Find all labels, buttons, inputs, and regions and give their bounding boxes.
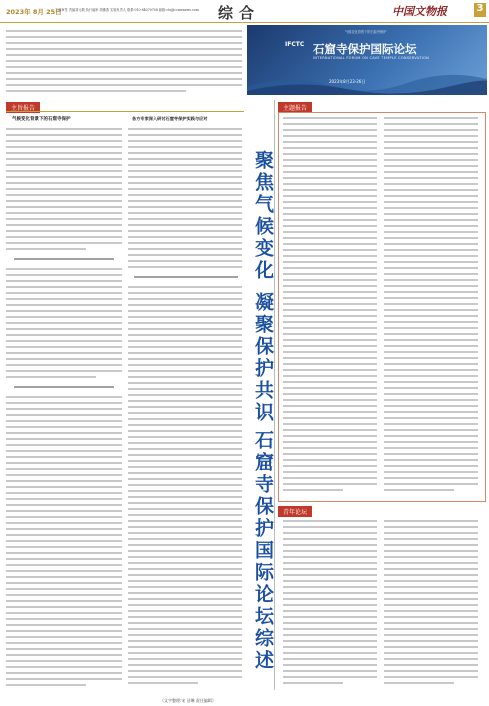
vertical-title-2: 石窟寺保护国际论坛综述: [252, 430, 274, 672]
youth-column-2: [384, 520, 480, 692]
banner-subtitle: INTERNATIONAL FORUM ON CAVE TEMPLE CONSERVATION: [313, 56, 430, 60]
left-column-1: [6, 116, 124, 691]
page-number: 3: [474, 3, 486, 17]
left-column-2: [128, 116, 246, 691]
section-label-youth: 青年论坛: [278, 506, 312, 517]
headline-2: 各方专家深入研讨石窟寺保护实践与应对: [132, 116, 208, 121]
banner-date: 2023年8月23-26日: [329, 79, 366, 84]
masthead: [0, 0, 489, 23]
editor-info: 主编审签 责编刘元敬 执行编审 胡佛燕 实施负责人 联系:010-84070708 邮箱:ctz@ccmenews.com: [55, 8, 199, 12]
wave-decoration-icon: [247, 65, 487, 95]
headline-1: 气候变化背景下的石窟寺保护: [12, 117, 71, 122]
section-label-theme: 主题报告: [278, 102, 312, 113]
column-divider: [274, 100, 275, 690]
banner-title: 石窟寺保护国际论坛: [313, 42, 417, 56]
forum-banner: [247, 25, 487, 95]
right-column-1: [283, 117, 379, 497]
vertical-title-1: 聚焦气候变化 凝聚保护共识: [252, 150, 274, 424]
banner-tagline: 气候变化背景下的石窟寺保护: [345, 30, 387, 34]
right-column-2: [384, 117, 480, 497]
byline-footer: （文字整理:宋 洁琳 责任编辑）: [160, 698, 216, 703]
ifctc-logo: IFCTC: [285, 41, 305, 48]
divider: [6, 111, 244, 112]
youth-column-1: [283, 520, 379, 692]
section-title: 综合: [218, 4, 261, 22]
intro-text-block: [6, 28, 244, 98]
newspaper-logo: 中国文物报: [392, 5, 447, 18]
issue-date: 2023年 8月 25日: [6, 8, 62, 16]
section-label-keynote: 主旨报告: [6, 102, 40, 113]
